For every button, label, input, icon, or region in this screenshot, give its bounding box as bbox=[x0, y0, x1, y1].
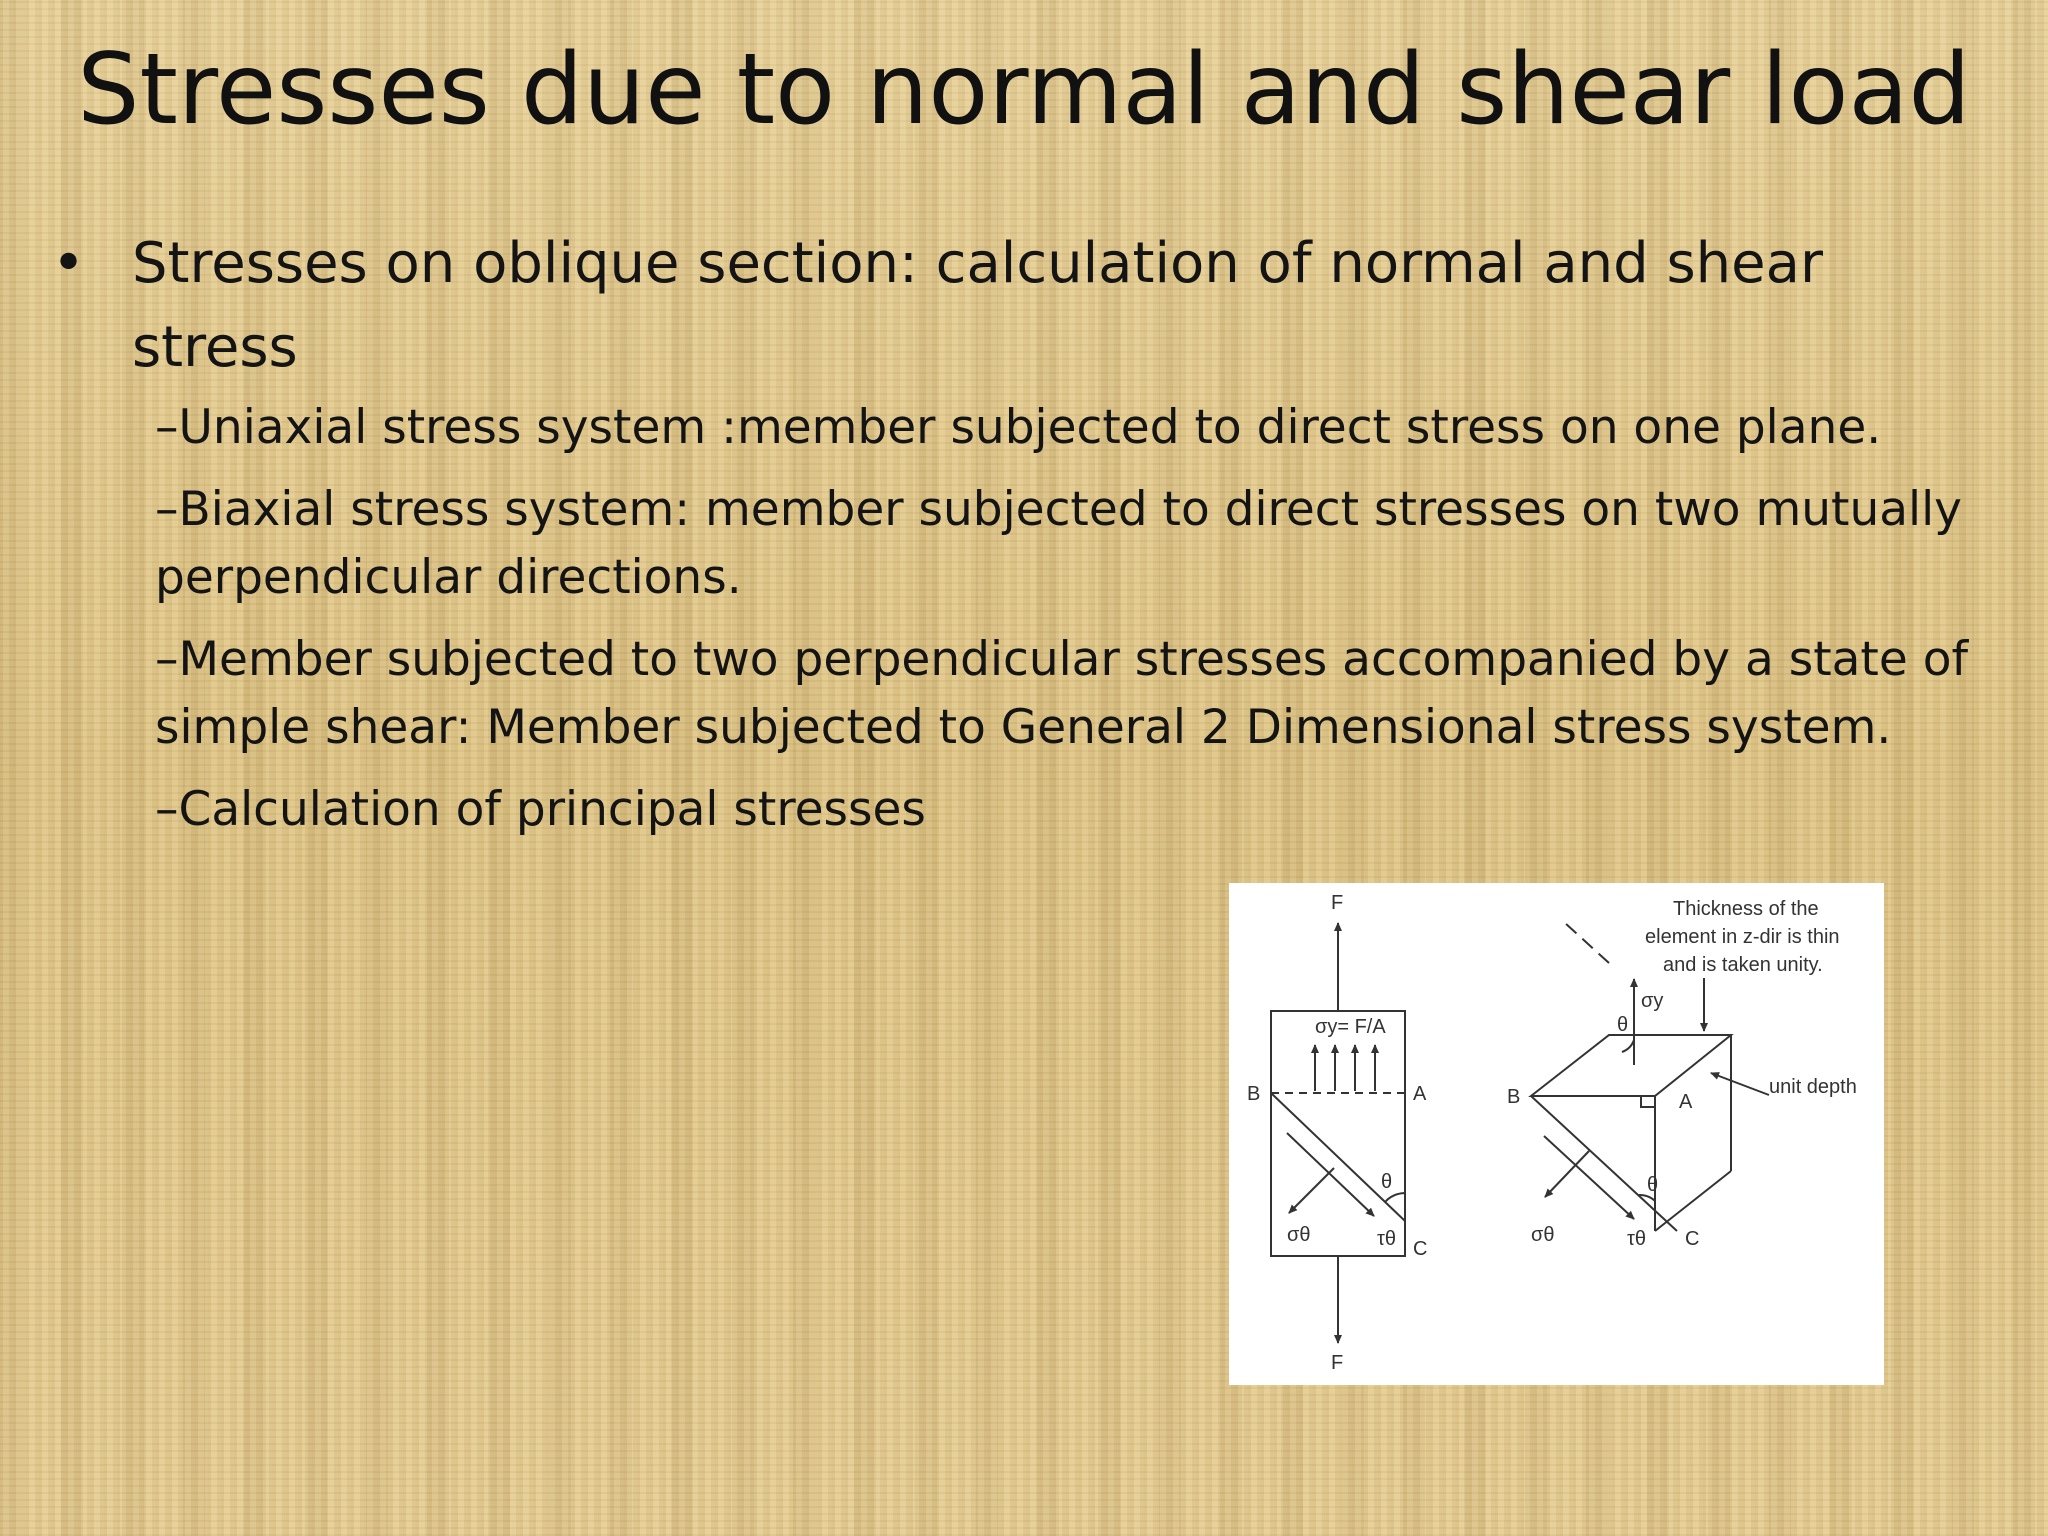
unit-depth-pointer bbox=[1711, 1073, 1769, 1095]
label-tau-theta-right: τθ bbox=[1627, 1228, 1647, 1250]
label-point-b-left: B bbox=[1247, 1083, 1261, 1105]
label-theta-right: θ bbox=[1647, 1174, 1659, 1196]
label-point-a-right: A bbox=[1679, 1091, 1693, 1113]
theta-arc-left bbox=[1385, 1193, 1405, 1202]
label-theta-left: θ bbox=[1381, 1171, 1393, 1193]
label-thickness-1: Thickness of the bbox=[1673, 898, 1819, 920]
label-tau-theta-left: τθ bbox=[1377, 1228, 1397, 1250]
bullet-marker: • bbox=[52, 231, 86, 296]
label-stress-eq: σy= F/A bbox=[1315, 1016, 1386, 1038]
label-thickness-3: and is taken unity. bbox=[1663, 954, 1823, 976]
label-point-b-right: B bbox=[1507, 1086, 1521, 1108]
sub-bullet-biaxial: –Biaxial stress system: member subjected to direct stresses on two mutually perpendicular directions. bbox=[155, 482, 1962, 605]
label-theta-right-top: θ bbox=[1617, 1014, 1629, 1036]
label-sigma-y-right: σy bbox=[1641, 990, 1664, 1012]
label-sigma-theta-right: σθ bbox=[1531, 1224, 1555, 1246]
label-thickness-2: element in z-dir is thin bbox=[1645, 926, 1840, 948]
label-point-c-right: C bbox=[1685, 1228, 1700, 1250]
stress-diagram bbox=[1229, 883, 1884, 1385]
bar-element-left bbox=[1271, 1011, 1405, 1256]
slide-title: Stresses due to normal and shear load bbox=[77, 33, 1971, 147]
label-unit-depth: unit depth bbox=[1769, 1076, 1857, 1098]
label-force-bottom: F bbox=[1331, 1352, 1344, 1374]
sub-bullet-principal: –Calculation of principal stresses bbox=[155, 782, 926, 837]
sub-bullet-uniaxial: –Uniaxial stress system :member subjected to direct stress on one plane. bbox=[155, 400, 1882, 455]
label-sigma-theta-left: σθ bbox=[1287, 1224, 1311, 1246]
stress-diagram-figure bbox=[1229, 883, 1884, 1385]
tau-arrow-left bbox=[1287, 1133, 1374, 1216]
sub-bullet-general-2d: –Member subjected to two perpendicular stresses accompanied by a state of simple shear: Member subjected to General 2 Dimensional stress system. bbox=[155, 632, 1969, 755]
label-point-c-left: C bbox=[1413, 1238, 1428, 1260]
label-point-a-left: A bbox=[1413, 1083, 1427, 1105]
sigma-arrow-left bbox=[1289, 1168, 1334, 1213]
main-bullet-text: Stresses on oblique section: calculation of normal and shear stress bbox=[132, 231, 1823, 380]
label-force-top: F bbox=[1331, 892, 1344, 914]
